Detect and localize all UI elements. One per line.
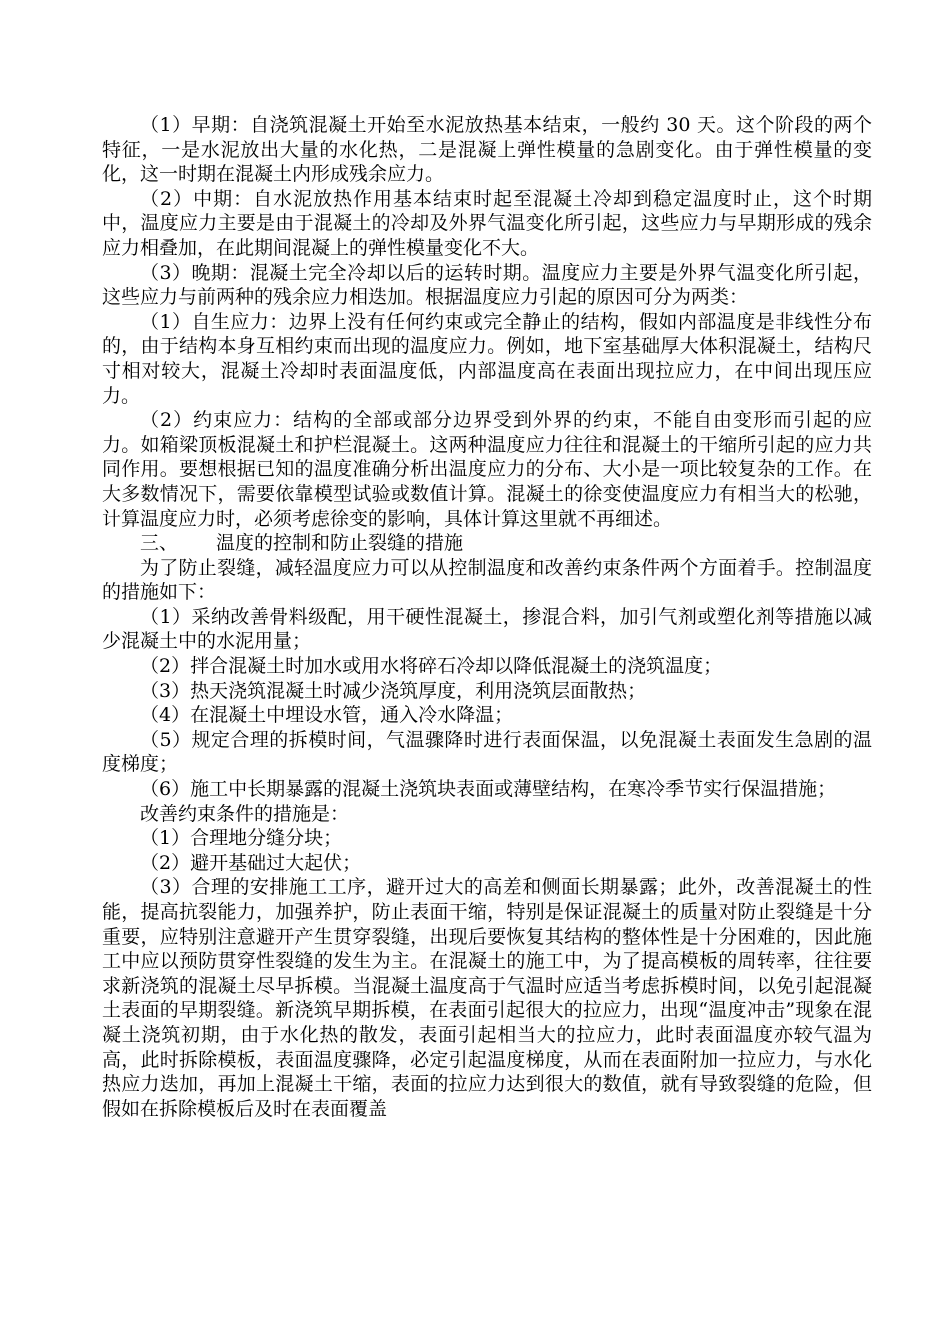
paragraph-restraint-measures: 改善约束条件的措施是： [140, 802, 350, 825]
list-item-measure-6: （6）施工中长期暴露的混凝土浇筑块表面或薄壁结构，在寒冷季节实行保温措施； [140, 778, 837, 801]
list-item-measure-3: （3）热天浇筑混凝土时减少浇筑厚度，利用浇筑层面散热； [140, 679, 647, 702]
paragraph-late-stage: （3）晚期：混凝土完全冷却以后的运转时期。温度应力主要是外界气温变化所引起，这些应力与前两种的残余应力相迭加。根据温度应力引起的原因可分为两类： [102, 261, 872, 309]
paragraph-early-stage: （1）早期：自浇筑混凝土开始至水泥放热基本结束，一般约 30 天。这个阶段的两个特征，一是水泥放出大量的水化热，二是混凝上弹性模量的急剧变化。由于弹性模量的变化，这一时期在混凝土内形成残余应力。 [102, 114, 872, 186]
list-item-measure-2: （2）拌合混凝土时加水或用水将碎石冷却以降低混凝土的浇筑温度； [140, 655, 723, 678]
list-item-measure-1: （1）采纳改善骨料级配，用干硬性混凝土，掺混合料，加引气剂或塑化剂等措施以减少混凝土中的水泥用量； [102, 605, 872, 653]
section-heading-number: 三、 [140, 532, 179, 555]
document-body [102, 113, 872, 1121]
list-item-restraint-1: （1）合理地分缝分块； [140, 827, 343, 850]
list-item-restraint-2: （2）避开基础过大起伏； [140, 851, 362, 874]
paragraph-middle-stage: （2）中期：自水泥放热作用基本结束时起至混凝土冷却到稳定温度时止，这个时期中，温度应力主要是由于混凝土的冷却及外界气温变化所引起，这些应力与早期形成的残余应力相叠加，在此期间混凝上的弹性模量变化不大。 [102, 187, 872, 259]
paragraph-restraint-stress: （2）约束应力：结构的全部或部分边界受到外界的约束，不能自由变形而引起的应力。如箱梁顶板混凝土和护栏混凝土。这两种温度应力往往和混凝土的干缩所引起的应力共同作用。要想根据已知的温度准确分析出温度应力的分布、大小是一项比较复杂的工作。在大多数情况下，需要依靠模型试验或数值计算。混凝土的徐变使温度应力有相当大的松驰，计算温度应力时，必须考虑徐变的影响，具体计算这里就不再细述。 [102, 409, 872, 530]
section-heading-text: 温度的控制和防止裂缝的措施 [216, 532, 464, 555]
list-item-measure-4: （4）在混凝土中埋设水管，通入冷水降温； [140, 704, 514, 727]
section-heading [102, 531, 872, 556]
list-item-measure-5: （5）规定合理的拆模时间，气温骤降时进行表面保温，以免混凝土表面发生急剧的温度梯度； [102, 728, 872, 776]
paragraph-self-stress: （1）自生应力：边界上没有任何约束或完全静止的结构，假如内部温度是非线性分布的，由于结构本身互相约束而出现的温度应力。例如，地下室基础厚大体积混凝土，结构尺寸相对较大，混凝土冷却时表面温度低，内部温度高在表面出现拉应力，在中间出现压应力。 [102, 310, 872, 407]
list-item-restraint-3: （3）合理的安排施工工序，避开过大的高差和侧面长期暴露；此外，改善混凝土的性能，提高抗裂能力，加强养护，防止表面干缩，特别是保证混凝土的质量对防止裂缝是十分重要，应特别注意避开产生贯穿裂缝，出现后要恢复其结构的整体性是十分困难的，因此施工中应以预防贯穿性裂缝的发生为主。在混凝土的施工中，为了提高模板的周转率，往往要求新浇筑的混凝土尽早拆模。当混凝土温度高于气温时应适当考虑拆模时间，以免引起混凝土表面的早期裂缝。新浇筑早期拆模，在表面引起很大的拉应力，出现“温度冲击”现象在混凝土浇筑初期，由于水化热的散发，表面引起相当大的拉应力，此时表面温度亦较气温为高，此时拆除模板，表面温度骤降，必定引起温度梯度，从而在表面附加一拉应力，与水化热应力迭加，再加上混凝土干缩，表面的拉应力达到很大的数值，就有导致裂缝的危险，但假如在拆除模板后及时在表面覆盖 [102, 876, 872, 1120]
paragraph-intro-measures: 为了防止裂缝，减轻温度应力可以从控制温度和改善约束条件两个方面着手。控制温度的措施如下： [102, 556, 872, 604]
